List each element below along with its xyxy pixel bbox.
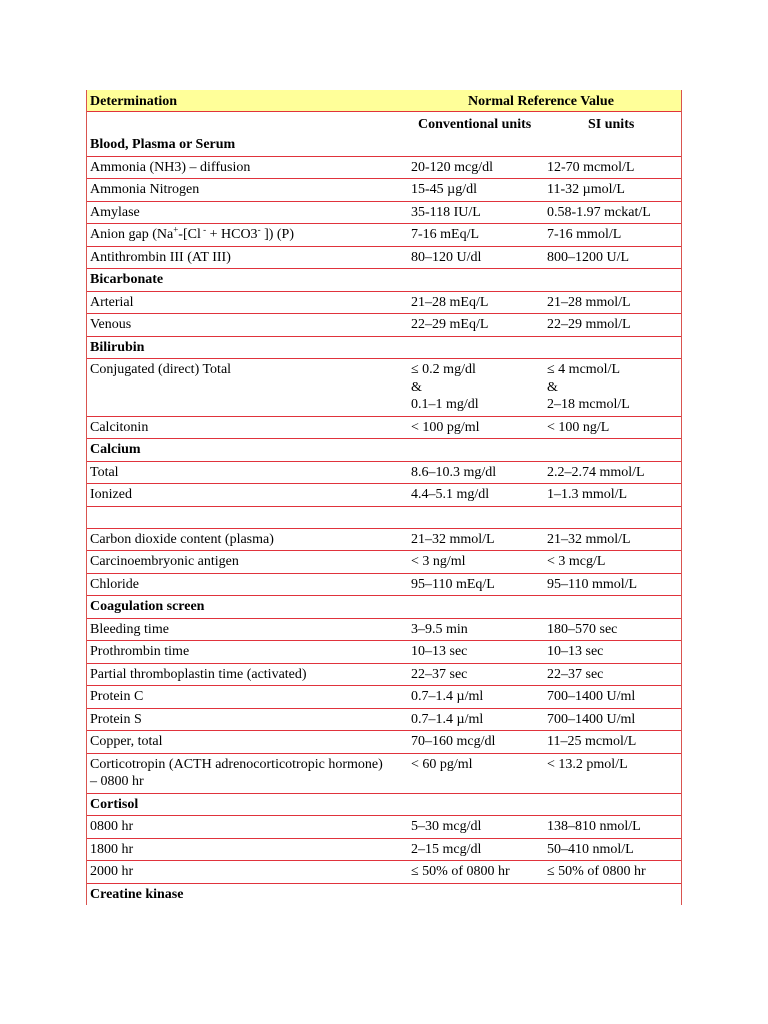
determination-cell [87,224,408,246]
si-value-cell: 21–28 mmol/L [547,294,631,310]
si-value-cell: 21–32 mmol/L [547,531,631,547]
conventional-value-cell: 4.4–5.1 mg/dl [411,487,490,502]
table-row [87,359,681,417]
anion-gap-text-part: + [173,224,179,235]
header-determination: Determination [90,94,178,109]
conventional-value-cell [408,507,544,528]
determination-cell: Amylase [90,204,140,220]
section-header-row [87,596,681,619]
table-row [87,619,681,642]
determination-cell [87,507,408,528]
determination-cell: Chloride [90,576,139,592]
table-row [87,462,681,485]
conventional-value-cell: 5–30 mcg/dl [411,819,482,834]
si-value-cell: 800–1200 U/L [547,249,630,265]
si-value-cell: 138–810 nmol/L [547,819,641,834]
table-body [87,134,681,905]
determination-cell: Carbon dioxide content (plasma) [90,531,274,547]
conventional-value-cell: 95–110 mEq/L [411,576,495,592]
determination-cell: Arterial [90,294,134,310]
determination-cell: Cortisol [90,796,139,812]
si-value-cell [544,439,681,461]
anion-gap-text-part: - [200,224,207,235]
si-value-cell: 0.58-1.97 mckat/L [547,204,651,220]
conventional-value-cell: < 3 ng/ml [411,554,466,569]
determination-cell: Creatine kinase [90,886,184,902]
si-value-cell: < 3 mcg/L [547,554,606,569]
table-row [87,484,681,507]
si-value-cell: 95–110 mmol/L [547,576,638,592]
table-row [87,292,681,315]
si-value-cell: 10–13 sec [547,644,604,659]
conventional-value-cell: 3–9.5 min [411,621,468,637]
si-value-cell: 22–37 sec [547,666,604,682]
conventional-value-cell: 22–29 mEq/L [411,317,489,332]
anion-gap-text-part: ]) (P) [260,227,294,242]
conventional-value-cell: ≤ 50% of 0800 hr [411,864,510,879]
determination-cell: Venous [90,317,132,332]
si-value-cell: ≤ 4 mcmol/L & 2–18 mcmol/L [547,362,630,412]
conventional-value-cell: 70–160 mcg/dl [411,734,496,749]
determination-cell: Copper, total [90,734,163,749]
determination-cell: Partial thromboplastin time (activated) [90,666,307,682]
si-value-cell: 12-70 mcmol/L [547,159,635,175]
table-row [87,664,681,687]
conventional-value-cell: 35-118 IU/L [411,204,481,220]
conventional-value-cell [408,337,544,359]
anion-gap-text-part: Anion gap (Na [90,227,174,242]
determination-cell: Calcitonin [90,419,149,435]
section-header-row [87,269,681,292]
si-value-cell [544,269,681,291]
determination-cell: Blood, Plasma or Serum [90,137,236,152]
determination-cell: Prothrombin time [90,644,190,659]
si-value-cell: 700–1400 U/ml [547,689,636,704]
conventional-value-cell: 8.6–10.3 mg/dl [411,464,497,480]
table-row [87,224,681,247]
determination-cell: Protein S [90,711,142,727]
determination-cell: Bilirubin [90,339,145,355]
determination-cell: Total [90,464,119,480]
conventional-value-cell [408,884,544,906]
table-row [87,839,681,862]
section-header-row [87,884,681,906]
si-value-cell: ≤ 50% of 0800 hr [547,864,646,879]
conventional-value-cell: 2–15 mcg/dl [411,841,482,857]
units-header-row [87,112,681,134]
si-value-cell: 180–570 sec [547,621,618,637]
si-value-cell: 2.2–2.74 mmol/L [547,464,645,480]
conventional-value-cell [408,439,544,461]
table-row [87,202,681,225]
anion-gap-text-part: - [257,224,261,235]
conventional-value-cell: 10–13 sec [411,644,468,659]
si-value-cell: 11–25 mcmol/L [547,734,637,749]
section-header-row [87,794,681,817]
table-row [87,551,681,574]
si-value-cell [544,794,681,816]
header-conventional-units: Conventional units [418,117,532,132]
determination-cell: Bleeding time [90,621,169,637]
determination-cell: Calcium [90,442,141,457]
section-header-row [87,134,681,157]
si-value-cell [544,337,681,359]
conventional-value-cell: 7-16 mEq/L [411,227,480,242]
determination-cell: Carcinoembryonic antigen [90,554,239,569]
section-header-row [87,439,681,462]
si-value-cell [544,884,681,906]
table-row [87,574,681,597]
determination-cell: Ammonia Nitrogen [90,182,200,197]
table-row [87,731,681,754]
conventional-value-cell [408,596,544,618]
conventional-value-cell: 20-120 mcg/dl [411,159,494,175]
section-header-row [87,337,681,360]
determination-cell: Coagulation screen [90,599,205,614]
si-value-cell: < 13.2 pmol/L [547,756,628,772]
spacer-row [87,507,681,529]
conventional-value-cell: 0.7–1.4 µ/ml [411,689,484,704]
table-row [87,247,681,270]
table-row [87,417,681,440]
conventional-value-cell [408,134,544,156]
determination-cell: 1800 hr [90,841,134,857]
conventional-value-cell: 21–28 mEq/L [411,294,489,310]
si-value-cell: 1–1.3 mmol/L [547,487,628,502]
table-row [87,709,681,732]
si-value-cell [544,596,681,618]
header-si-units: SI units [588,117,635,132]
determination-cell: Ionized [90,487,132,502]
header-normal-reference-value: Normal Reference Value [468,94,614,109]
reference-table [86,90,682,905]
table-header-row [87,90,681,112]
conventional-value-cell [408,269,544,291]
conventional-value-cell: ≤ 0.2 mg/dl & 0.1–1 mg/dl [411,362,479,412]
conventional-value-cell: < 100 pg/ml [411,419,480,435]
si-value-cell [544,134,681,156]
conventional-value-cell: < 60 pg/ml [411,756,473,772]
si-value-cell: 7-16 mmol/L [547,227,622,242]
si-value-cell: 22–29 mmol/L [547,317,631,332]
determination-cell: Antithrombin III (AT III) [90,249,231,265]
determination-cell: Protein C [90,689,144,704]
anion-gap-text-part: -[Cl [178,227,201,242]
si-value-cell: < 100 ng/L [547,419,610,435]
si-value-cell: 700–1400 U/ml [547,711,636,727]
determination-cell: 0800 hr [90,819,134,834]
si-value-cell [544,507,681,528]
conventional-value-cell: 15-45 µg/dl [411,182,478,197]
table-row [87,686,681,709]
si-value-cell: 50–410 nmol/L [547,841,634,857]
table-row [87,314,681,337]
determination-cell: Bicarbonate [90,272,164,287]
table-row [87,861,681,884]
determination-cell: Ammonia (NH3) – diffusion [90,159,251,175]
anion-gap-text-part: + HCO3 [206,227,258,242]
table-row [87,641,681,664]
table-row [87,529,681,552]
table-row [87,179,681,202]
conventional-value-cell: 0.7–1.4 µ/ml [411,711,484,727]
table-row [87,157,681,180]
table-row [87,816,681,839]
si-value-cell: 11-32 µmol/L [547,182,625,197]
conventional-value-cell [408,794,544,816]
conventional-value-cell: 22–37 sec [411,666,468,682]
determination-cell: Corticotropin (ACTH adrenocorticotropic hormone) – 0800 hr [90,756,383,789]
conventional-value-cell: 80–120 U/dl [411,249,482,265]
conventional-value-cell: 21–32 mmol/L [411,531,495,547]
table-row [87,754,681,794]
determination-cell: Conjugated (direct) Total [90,362,232,377]
determination-cell: 2000 hr [90,864,134,879]
